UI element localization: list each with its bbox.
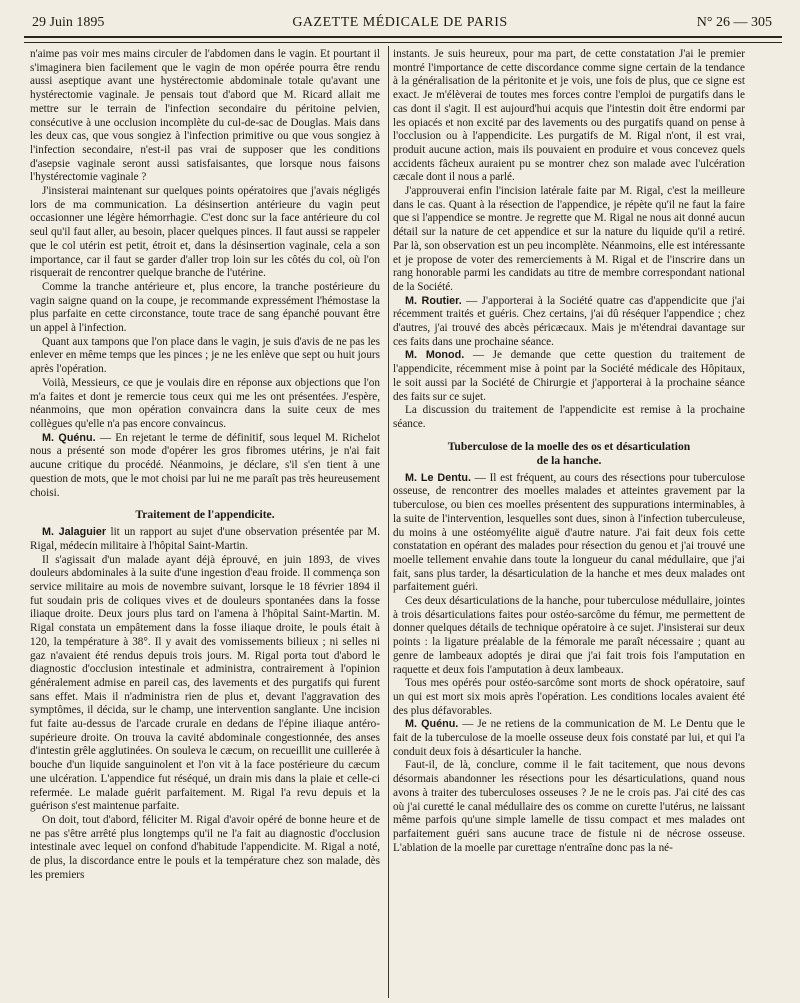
- paragraph: Comme la tranche antérieure et, plus encore, la tranche postérieure du vagin saigne quand on la coupe, je recommande expressément l'hémostase la plus parfaite en cette circonstance, toute trace de sang épanché pouvant être un appel à l'infection.: [30, 280, 380, 335]
- issue-page-number: N° 26 — 305: [696, 15, 772, 30]
- paragraph: La discussion du traitement de l'appendicite est remise à la prochaine séance.: [393, 404, 745, 430]
- speech-text: — Je ne retiens de la communication de M. Le Dentu que le fait de la tuberculose de la moelle osseuse deux fois constaté par lui, et qui l'a conduit deux fois à désarticuler la hanche.: [393, 718, 745, 758]
- section-title-line: Tuberculose de la moelle des os et désarticulation: [447, 439, 691, 453]
- paragraph: Tous mes opérés pour ostéo-sarcôme sont morts de shock opératoire, sauf un qui est mort six mois après l'opération. Les conditions locales avaient été des plus défavorables.: [393, 677, 745, 717]
- paragraph: [393, 718, 745, 759]
- speaker-name: M. Quénu.: [42, 431, 96, 444]
- speech-text: — Je demande que cette question du traitement de l'appendicite, récemment mise à point par la Société médicale des Hôpitaux, le soit aussi par la Société de Chirurgie et j'apporterai à la prochaine séance des faits sur ce sujet.: [393, 349, 745, 403]
- paragraph: Ces deux désarticulations de la hanche, pour tuberculose médullaire, jointes à trois désarticulations faites pour ostéo-sarcôme du fémur, me permettent de donner quelques détails de technique opératoire à ce sujet. J'insisterai sur deux points : la ligature préalable de la fémorale me paraît nécessaire ; quant au genre de lambeaux adoptés je dirai que j'ai fait trois fois l'amputation en raquette et deux fois l'amputation à deux lambeaux.: [393, 595, 745, 676]
- left-column: [30, 48, 380, 998]
- speaker-name: M. Le Dentu.: [405, 471, 471, 484]
- speaker-name: M. Quénu.: [405, 718, 459, 731]
- paragraph: Quant aux tampons que l'on place dans le vagin, je suis d'avis de ne pas les enlever en même temps que les pinces ; je ne les enlève que sept ou huit jours après l'opération.: [30, 335, 380, 376]
- paragraph: [393, 295, 745, 350]
- publication-title: GAZETTE MÉDICALE DE PARIS: [292, 15, 508, 30]
- paragraph: [393, 472, 745, 595]
- paragraph: Faut-il, de là, conclure, comme il le fait tacitement, que nous devons désormais abandonner les résections pour les désarticulations, quand nous avons à traiter des tuberculoses osseuses ? Je ne le crois pas. J'ai cité des cas où j'ai curetté le canal médullaire des os comme on curette l'utérus, ne laissant même parfois qu'une simple lamelle de tissu compact et mes malades ont parfaitement guéri sans aucune trace de fistule ni de nécrose osseuse. L'ablation de la moelle par curettage n'entraîne donc pas la né-: [393, 759, 745, 854]
- paragraph: instants. Je suis heureux, pour ma part, de cette constatation J'ai le premier montré l'importance de cette discordance comme signe certain de la tendance à la généralisation de la péritonite et je vois, une fois de plus, que ce signe est exact. Je m'élèverai de toutes mes forces contre l'emploi de purgatifs dans le cas dont il s'agit. Il est aujourd'hui acquis que l'intestin doit être endormi par les opiacés et non excité par des lavements ou des purgatifs quand on pense à l'occlusion ou à l'appendicite. Les purgatifs de M. Rigal n'ont, il est vrai, produit aucune action, mais ils pouvaient en produire et vous concevez quels accidents fâcheux auraient pu se montrer chez son malade avec l'ulcération cæcale dont il nous a parlé.: [393, 48, 745, 184]
- speaker-name: M. Monod.: [405, 349, 465, 362]
- header-rule: [24, 36, 782, 43]
- issue-date: 29 Juin 1895: [32, 15, 105, 30]
- speech-text: lit un rapport au sujet d'une observation présentée par M. Rigal, médecin militaire à l'hôpital Saint-Martin.: [30, 526, 380, 552]
- paragraph: Voilà, Messieurs, ce que je voulais dire en réponse aux objections que l'on m'a faites et dont je remercie tous ceux qui me les ont présentées. J'espère, néanmoins, que mon opération convaincra dans la suite ceux de mes collègues qu'elle n'a pas encore convaincus.: [30, 376, 380, 430]
- speaker-name: M. Jalaguier: [42, 526, 107, 539]
- speech-text: — En rejetant le terme de définitif, sous lequel M. Richelot nous a présenté son mode d'opérer les gros fibromes utérins, je n'ai fait aucune critique du procédé. Néanmoins, je déclare, s'il s'en tient à une question de mots, que le mot choisi par lui ne me paraît pas très heureusement choisi.: [30, 431, 380, 499]
- paragraph: J'approuverai enfin l'incision latérale faite par M. Rigal, c'est la meilleure dans le cas. Quant à la résection de l'appendice, je répète qu'il ne faut la faire que si l'appendice se montre. Je regrette que M. Rigal ne nous ait donné aucun détail sur la nature de cet appendice et sur la nature du liquide qu'il a retiré. Par là, son observation est un peu incomplète. Néanmoins, elle est intéressante et je propose de voter des remerciements à M. Rigal et de l'inscrire dans un rang honorable parmi les candidats au titre de membre correspondant national de la Société.: [393, 185, 745, 293]
- section-title-line: de la hanche.: [536, 453, 602, 467]
- paragraph: [30, 432, 380, 501]
- speech-text: — Il est fréquent, au cours des résections pour tuberculose osseuse, de rencontrer des moelles malades et atteintes gravement par la tuberculose, ou bien ces moelles présentent des suppurations interminables, à la suite de l'intervention, lesquelles sont dues, sinon à l'infection tuberculeuse, du moins à une ostéomyélite aiguë d'autre nature. J'ai fait deux fois cette constatation en opérant des malades pour résection du genou et j'ai trouvé une moelle tellement envahie dans toute la longueur du canal médullaire, que j'ai fait, sans plus tarder, la désarticulation de la hanche et mes deux malades ont parfaitement guéri.: [393, 471, 745, 594]
- paragraph: [30, 526, 380, 553]
- section-title: Traitement de l'appendicite.: [135, 508, 275, 522]
- page-header: [28, 12, 772, 36]
- paragraph: Il s'agissait d'un malade ayant déjà éprouvé, en juin 1893, de vives douleurs abdominales à la suite d'une ingestion d'eau froide. Il commença son service militaire au mois de novembre suivant, lorsque le 18 février 1894 il fut soudain pris de coliques vives et de douleurs spontanées dans la fosse iliaque droite. Deux jours plus tard on l'amena à l'hôpital Saint-Martin. M. Rigal constata un empâtement dans la fosse iliaque droite, le pouls était à 120, la température à 38°. Il y avait des vomissements bilieux ; ni selles ni gaz n'avaient été rendus depuis trois jours. M. Rigal porta tout d'abord le diagnostic d'occlusion intestinale et administra, contrairement à l'opinion généralement admise en pareil cas, des lavements et des purgatifs qui furent sans effet. Mais il n'administra rien de plus et, devant l'aggravation des symptômes, il décida, sur le champ, une intervention sanglante. Une incision fut faite au-dessus de l'arcade crurale en dedans de l'épine iliaque antéro-supérieure droite. On trouva la cavité abdominale congestionnée, des anses d'intestin grêle agglutinées. On souleva le cæcum, on recueillit une cuillerée à bouche d'un liquide sanguinolent et l'on vit à la face postérieure du cæcum une ulcération. L'appendice fut réséqué, un drain mis dans la plaie et celle-ci refermée. Le malade guérit parfaitement. M. Rigal l'a revu depuis et la guérison s'est maintenue parfaite.: [30, 553, 380, 813]
- paragraph: On doit, tout d'abord, féliciter M. Rigal d'avoir opéré de bonne heure et de ne pas s'être arrêté plus longtemps qu'il ne l'a fait au diagnostic d'occlusion intestinale avec lequel on confond d'habitude l'appendicite. M. Rigal a noté, de plus, la discordance entre le pouls et la température chez son malade, dès les premiers: [30, 813, 380, 881]
- paragraph: [393, 349, 745, 404]
- speech-text: — J'apporterai à la Société quatre cas d'appendicite que j'ai récemment traités et guéris. Chez certains, j'ai dû réséquer l'appendice ; chez d'autres, j'ai trouvé des abcès péricæcaux. Mais je m'étendrai davantage sur ces faits dans une prochaine séance.: [393, 294, 745, 348]
- section-title: [393, 440, 745, 468]
- right-column: [393, 48, 745, 998]
- column-divider: [388, 46, 389, 998]
- speaker-name: M. Routier.: [405, 294, 462, 307]
- paragraph: n'aime pas voir mes mains circuler de l'abdomen dans le vagin. Et pourtant il s'imaginera bien facilement que le vagin de mon opérée pourra être rendu aussi aseptique avant une hystérectomie abdominale totale qu'avant une hystérectomie vaginale. Je pensais tout d'abord que M. Ricard allait me mettre sur le terrain de l'infection secondaire du péritoine pelvien, consécutive à une occlusion incomplète du cul-de-sac de Douglas. Mais dans les deux cas, que vous songiez à l'infection primitive ou que vous songiez à l'infection secondaire, n'est-il pas vrai de supposer que les conditions d'asepsie vaginale seront aussi satisfaisantes, que lorsque nous faisons l'hystérectomie vaginale ?: [30, 48, 380, 184]
- paragraph: J'insisterai maintenant sur quelques points opératoires que j'avais négligés lors de ma communication. La désinsertion antérieure du vagin peut occasionner une légère hémorrhagie. C'est donc sur la face antérieure du col seul qu'il faut aller, au besoin, placer quelques pinces. Il faut aussi se rappeler que le col utérin est petit, étroit et, dans la désinsertion vaginale, cela a son importance, car il faut se garder d'aller trop loin sur les côtés du col, où l'on risquerait de rencontrer quelque branche de l'utérine.: [30, 185, 380, 280]
